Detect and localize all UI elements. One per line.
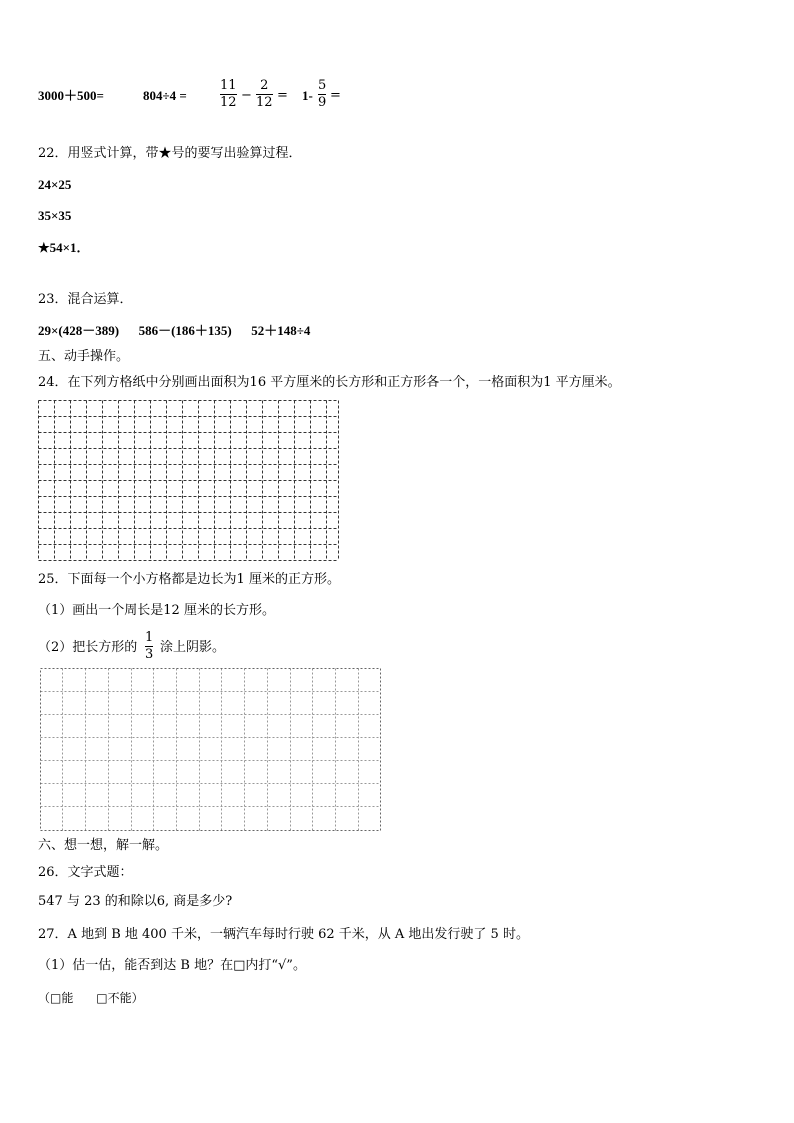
- q26-text: 547 与 23 的和除以6, 商是多少?: [38, 894, 233, 909]
- q25-part-2-suffix: 涂上阴影。: [160, 640, 226, 655]
- equals-sign: =: [277, 88, 288, 103]
- q27-part-1: （1）估一估，能否到达 B 地？在□内打“√”。: [38, 958, 306, 973]
- fraction-denominator: 12: [220, 95, 237, 110]
- fraction-11-12: [220, 78, 237, 111]
- fraction-1-3: [145, 630, 153, 663]
- question-27-title: 27．A 地到 B 地 400 千米，一辆汽车每时行驶 62 千米，从 A 地出发行驶了 5 时。: [38, 927, 529, 942]
- q27-options: （□能 □不能）: [38, 991, 144, 1005]
- question-25-title: 25．下面每一个小方格都是边长为1 厘米的正方形。: [38, 572, 340, 587]
- section-6-heading: 六、想一想，解一解。: [38, 838, 169, 853]
- question-23-title: 23．混合运算．: [38, 292, 133, 307]
- fraction-denominator: 3: [145, 647, 154, 662]
- fraction-numerator: 11: [220, 78, 237, 93]
- fraction-denominator: 12: [256, 95, 273, 110]
- q25-part-2-prefix: （2）把长方形的: [38, 640, 138, 655]
- q22-item-3: ★54×1．: [38, 240, 90, 255]
- fraction-numerator: 1: [145, 630, 154, 645]
- q23-expressions: 29×(428－389) 586－(186＋135) 52＋148÷4: [38, 323, 311, 338]
- question-22-title: 22．用竖式计算，带★号的要写出验算过程．: [38, 146, 302, 161]
- section-5-heading: 五、动手操作。: [38, 349, 130, 364]
- question-26-title: 26．文字式题：: [38, 865, 133, 880]
- q25-part-1: （1）画出一个周长是12 厘米的长方形。: [38, 603, 275, 618]
- dashed-grid-paper: [38, 400, 339, 561]
- fraction-numerator: 2: [260, 78, 269, 93]
- question-24-title: 24．在下列方格纸中分别画出面积为16 平方厘米的长方形和正方形各一个，一格面积为1 平方厘米。: [38, 375, 621, 390]
- fraction-5-9: [318, 78, 326, 111]
- fraction-2-12: [256, 78, 273, 111]
- fraction-numerator: 5: [318, 78, 327, 93]
- expr-804-div-4: 804÷4 =: [143, 88, 187, 103]
- q22-item-2: 35×35: [38, 208, 72, 223]
- equals-sign: =: [330, 88, 341, 103]
- expr-3000-plus-500: 3000＋500=: [38, 88, 104, 103]
- q22-item-1: 24×25: [38, 177, 72, 192]
- minus-sign: −: [241, 88, 252, 103]
- square-grid-paper: [40, 668, 381, 831]
- fraction-denominator: 9: [318, 95, 327, 110]
- one-minus: 1-: [302, 88, 313, 103]
